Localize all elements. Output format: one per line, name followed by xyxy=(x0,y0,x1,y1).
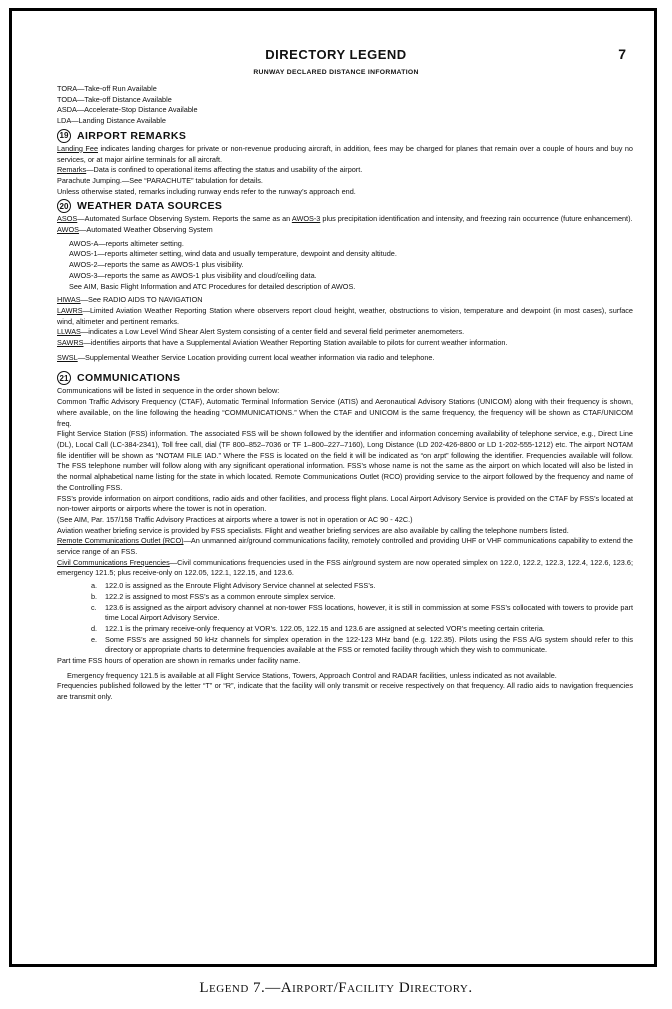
emergency-paragraph: Emergency frequency 121.5 is available at all Flight Service Stations, Towers, Approach Control and RADAR facilities, unless indicated as not available. xyxy=(67,670,557,680)
figure-caption: Legend 7.—Airport/Facility Directory. xyxy=(199,980,473,996)
freq-list-item: a. 122.0 is assigned as the Enroute Flight Advisory Service channel at selected FSS’s. xyxy=(91,581,376,591)
comm-fss-info-paragraph: FSS’s provide information on airport conditions, radio aids and other facilities, and process flight plans. Local Airport Advisory Service is provided on the CTAF by FSS’s located at non-tower airports or airports where the tower is not in operation. xyxy=(57,493,633,514)
civil-freq-paragraph: Civil Communications Frequencies—Civil communications frequencies used in the FSS air/ground system are now operated simplex on 122.0, 122.2, 122.3, 122.4, 122.6, 123.6; emergency 121.5; plus receive-only on 122.05, 122.1, 122.15, and 123.6. xyxy=(57,557,633,578)
comm-ctaf-paragraph: Common Traffic Advisory Frequency (CTAF), Automatic Terminal Information Service (ATIS) and Aeronautical Advisory Stations (UNICOM) along with their frequency is shown, where available, on the line following the heading “COMMUNICATIONS.” When the CTAF and UNICOM is the same frequency, the frequency will be shown as CTAF/UNICOM freq. xyxy=(57,397,633,428)
declared-tora: TORA—Take-off Run Available xyxy=(57,84,157,93)
section-19-heading xyxy=(57,129,633,143)
awos-item: AWOS-1—reports altimeter setting, wind data and usually temperature, dewpoint and density altitude. xyxy=(69,249,397,259)
section-number-badge: 21 xyxy=(57,371,71,385)
declared-toda: TODA—Take-off Distance Available xyxy=(57,94,172,104)
comm-aim-note: (See AIM, Par. 157/158 Traffic Advisory Practices at airports where a tower is not in operation or AC 90 - 42C.) xyxy=(57,514,413,524)
section-title: COMMUNICATIONS xyxy=(77,372,181,385)
landing-fee-paragraph: Landing Fee indicates landing charges for private or non-revenue producing aircraft, in addition, fees may be charged for planes that remain over a couple of hours and buy no services, or at major airline terminals for all aircraft. xyxy=(57,143,633,164)
comm-fss-paragraph: Flight Service Station (FSS) information. The associated FSS will be shown followed by the identifier and information concerning availability of telephone service, e.g., Direct Line (DL), Local Call (LC-384-2341), Toll free call, dial (TF 800–852–7036 or TF 1–800–227–7160), Long Distance (LD 202-426-8800 or LD 1-202-555-1212) etc. The airport NOTAM file identifier will be shown as “NOTAM FILE IAD.” Where the FSS is located on the field it will be indicated as “on arpt” following the identifier. Frequencies available will follow. The FSS telephone number will follow along with any significant operational information. FSS’s whose name is not the same as the airport on which located will also be listed in the normal alphabetical name listing for the state in which located. Remote Communications Outlet (RCO) providing service to the airport followed by the frequency and name of the Controlling FSS. xyxy=(57,429,633,492)
page-subtitle: RUNWAY DECLARED DISTANCE INFORMATION xyxy=(253,69,419,76)
freq-list-item: d. 122.1 is the primary receive-only frequency at VOR’s. 122.05, 122.15 and 123.6 are assigned at selected VOR’s meeting certain criteria. xyxy=(91,623,545,633)
awos-item: AWOS-3—reports the same as AWOS-1 plus visibility and cloud/ceiling data. xyxy=(69,270,317,280)
runway-end-paragraph: Unless otherwise stated, remarks including runway ends refer to the runway’s approach end. xyxy=(57,186,356,196)
declared-asda: ASDA—Accelerate-Stop Distance Available xyxy=(57,105,198,115)
section-title: WEATHER DATA SOURCES xyxy=(77,200,223,213)
awos-item: AWOS-2—reports the same as AWOS-1 plus visibility. xyxy=(69,260,244,270)
parachute-paragraph: Parachute Jumping.—See “PARACHUTE” tabulation for details. xyxy=(57,175,263,185)
page-title: DIRECTORY LEGEND xyxy=(265,47,407,62)
comm-intro: Communications will be listed in sequence in the order shown below: xyxy=(57,386,280,396)
asos-paragraph: ASOS—Automated Surface Observing System. Reports the same as an AWOS-3 plus precipitation identification and intensity, and freezing rain occurrence (future enhancement). xyxy=(57,214,633,224)
section-number-badge: 20 xyxy=(57,199,71,213)
lawrs-paragraph: LAWRS—Limited Aviation Weather Reporting Station where observers report cloud height, weather, obstructions to vision, temperature and dewpoint (in most cases), surface wind, altimeter and pertinent remarks. xyxy=(57,305,633,326)
hiwas-paragraph: HIWAS—See RADIO AIDS TO NAVIGATION xyxy=(57,295,203,305)
freq-list-item: b. 122.2 is assigned to most FSS’s as a common enroute simplex service. xyxy=(91,591,336,601)
awos-item: AWOS-A—reports altimeter setting. xyxy=(69,238,184,248)
sawrs-paragraph: SAWRS—identifies airports that have a Supplemental Aviation Weather Reporting Station available to pilots for current weather information. xyxy=(57,338,508,348)
remarks-paragraph: Remarks—Data is confined to operational items affecting the status and usability of the airport. xyxy=(57,165,363,175)
comm-briefing-paragraph: Aviation weather briefing service is provided by FSS specialists. Flight and weather briefing services are also available by calling the telephone numbers listed. xyxy=(57,525,569,535)
section-title: AIRPORT REMARKS xyxy=(77,129,187,142)
section-number-badge: 19 xyxy=(57,129,71,143)
legend-page-frame xyxy=(9,8,657,967)
page-number: 7 xyxy=(618,46,626,62)
part-time-paragraph: Part time FSS hours of operation are shown in remarks under facility name. xyxy=(57,656,301,666)
freq-list-item: e. Some FSS’s are assigned 50 kHz channels for simplex operation in the 122-123 MHz band (e.g. 122.35). Pilots using the FSS A/G system should refer to this directory or appropriate charts to determine frequencies available at the FSS or remoted facility through which they wish to communicate. xyxy=(91,634,633,655)
legend-body xyxy=(57,84,633,703)
freq-list-item: c. 123.6 is assigned as the airport advisory channel at non-tower FSS locations, however, it is still in commission at some FSS’s collocated with towers to provide part time Local Airport Advisory Service. xyxy=(91,602,633,623)
awos-paragraph: AWOS—Automated Weather Observing System xyxy=(57,225,213,235)
awos-item: See AIM, Basic Flight Information and ATC Procedures for detailed description of AWOS. xyxy=(69,281,356,291)
t-r-frequency-paragraph: Frequencies published followed by the letter “T” or “R”, indicate that the facility will only transmit or receive respectively on that frequency. All radio aids to navigation frequencies are transmit only. xyxy=(57,681,633,702)
section-20-heading xyxy=(57,199,633,213)
section-21-heading xyxy=(57,371,633,385)
declared-lda: LDA—Landing Distance Available xyxy=(57,116,166,126)
swsl-paragraph: SWSL—Supplemental Weather Service Location providing current local weather information via radio and telephone. xyxy=(57,352,435,362)
llwas-paragraph: LLWAS—indicates a Low Level Wind Shear Alert System consisting of a center field and several field perimeter anemometers. xyxy=(57,327,465,337)
rco-paragraph: Remote Communications Outlet (RCO)—An unmanned air/ground communications facility, remotely controlled and providing UHF or VHF communications capability to extend the service range of an FSS. xyxy=(57,536,633,557)
